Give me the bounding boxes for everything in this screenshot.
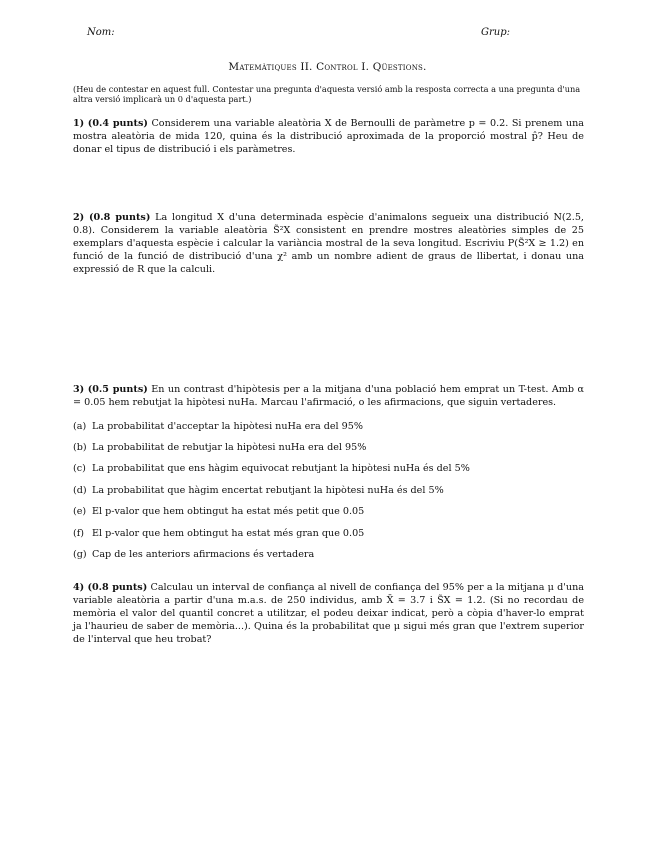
option-label: (d): [73, 485, 87, 496]
q4-number: 4): [73, 582, 85, 593]
option-label: (c): [73, 463, 86, 474]
q3-text: En un contrast d'hipòtesis per a la mitjana d'una població hem emprat un T-test. Amb α = 0.05 hem rebutjat la hipòtesi nuHa. Marcau l'afirmació, o les afirmacions, que siguin vertaderes.: [73, 384, 585, 408]
question-2: [73, 211, 584, 276]
name-label: Nom:: [87, 27, 115, 38]
option-label: (f): [73, 528, 85, 539]
q4-points: (0.8 punts): [87, 582, 148, 593]
option-text: La probabilitat que ens hàgim equivocat rebutjant la hipòtesi nuHa és del 5%: [92, 463, 470, 474]
option-text: La probabilitat de rebutjar la hipòtesi nuHa era del 95%: [92, 442, 367, 453]
q2-text: La longitud X d'una determinada espècie d'animalons segueix una distribució N(2.5, 0.8). Considerem la variable aleatòria S̃²X consistent en prendre mostres aleatòries simples de 25 exemplars d'aquesta espècie i calcular la variància mostral de la seva longitud. Escriviu P(S̃²X ≥ 1.2) en funció de la funció de distribució d'una χ² amb un nombre adient de graus de llibertat, i donau una expressió de R que la calculi.: [73, 212, 584, 275]
page-title: Matemàtiques II. Control I. Qüestions.: [228, 61, 427, 73]
group-label: Grup:: [481, 27, 510, 38]
option-a[interactable]: [73, 421, 363, 432]
option-label: (e): [73, 506, 87, 517]
q1-points: (0.4 punts): [87, 118, 148, 129]
option-label: (g): [73, 549, 87, 560]
instructions-note: (Heu de contestar en aquest full. Contestar una pregunta d'aquesta versió amb la resposta correcta a una pregunta d'una altra versió implicarà un 0 d'aquesta part.): [73, 84, 581, 104]
q1-text: Considerem una variable aleatòria X de Bernoulli de paràmetre p = 0.2. Si prenem una mostra aleatòria de mida 120, quina és la distribució aproximada de la proporció mostral p̂? Heu de donar el tipus de distribució i els paràmetres.: [73, 118, 585, 155]
question-3: [73, 383, 584, 409]
option-text: La probabilitat que hàgim encertat rebutjant la hipòtesi nuHa és del 5%: [92, 485, 444, 496]
q4-text: Calculau un interval de confiança al nivell de confiança del 95% per a la mitjana μ d'una variable aleatòria a partir d'una m.a.s. de 250 individus, amb X̄ = 3.7 i S̃X = 1.2. (Si no recordau de memòria el valor del quantil concret a utilitzar, el podeu deixar indicat, però a còpia d'haver-lo emprat ja l'haurieu de saber de memòria...). Quina és la probabilitat que μ sigui més gran que l'extrem superior de l'interval que heu trobat?: [73, 582, 584, 645]
question-1: [73, 117, 584, 156]
q2-points: (0.8 punts): [89, 212, 151, 223]
q2-number: 2): [73, 212, 85, 223]
option-e[interactable]: [73, 506, 364, 517]
question-4: [73, 581, 584, 646]
option-text: El p-valor que hem obtingut ha estat més gran que 0.05: [92, 528, 365, 539]
option-label: (b): [73, 442, 87, 453]
option-text: La probabilitat d'acceptar la hipòtesi nuHa era del 95%: [92, 421, 363, 432]
option-text: El p-valor que hem obtingut ha estat més petit que 0.05: [92, 506, 365, 517]
option-b[interactable]: [73, 442, 366, 453]
option-g[interactable]: [73, 549, 314, 560]
q3-points: (0.5 punts): [87, 384, 148, 395]
option-d[interactable]: [73, 485, 444, 496]
q3-number: 3): [73, 384, 85, 395]
option-text: Cap de les anteriors afirmacions és vertadera: [92, 549, 315, 560]
option-label: (a): [73, 421, 87, 432]
option-c[interactable]: [73, 463, 470, 474]
q1-number: 1): [73, 118, 85, 129]
option-f[interactable]: [73, 528, 364, 539]
